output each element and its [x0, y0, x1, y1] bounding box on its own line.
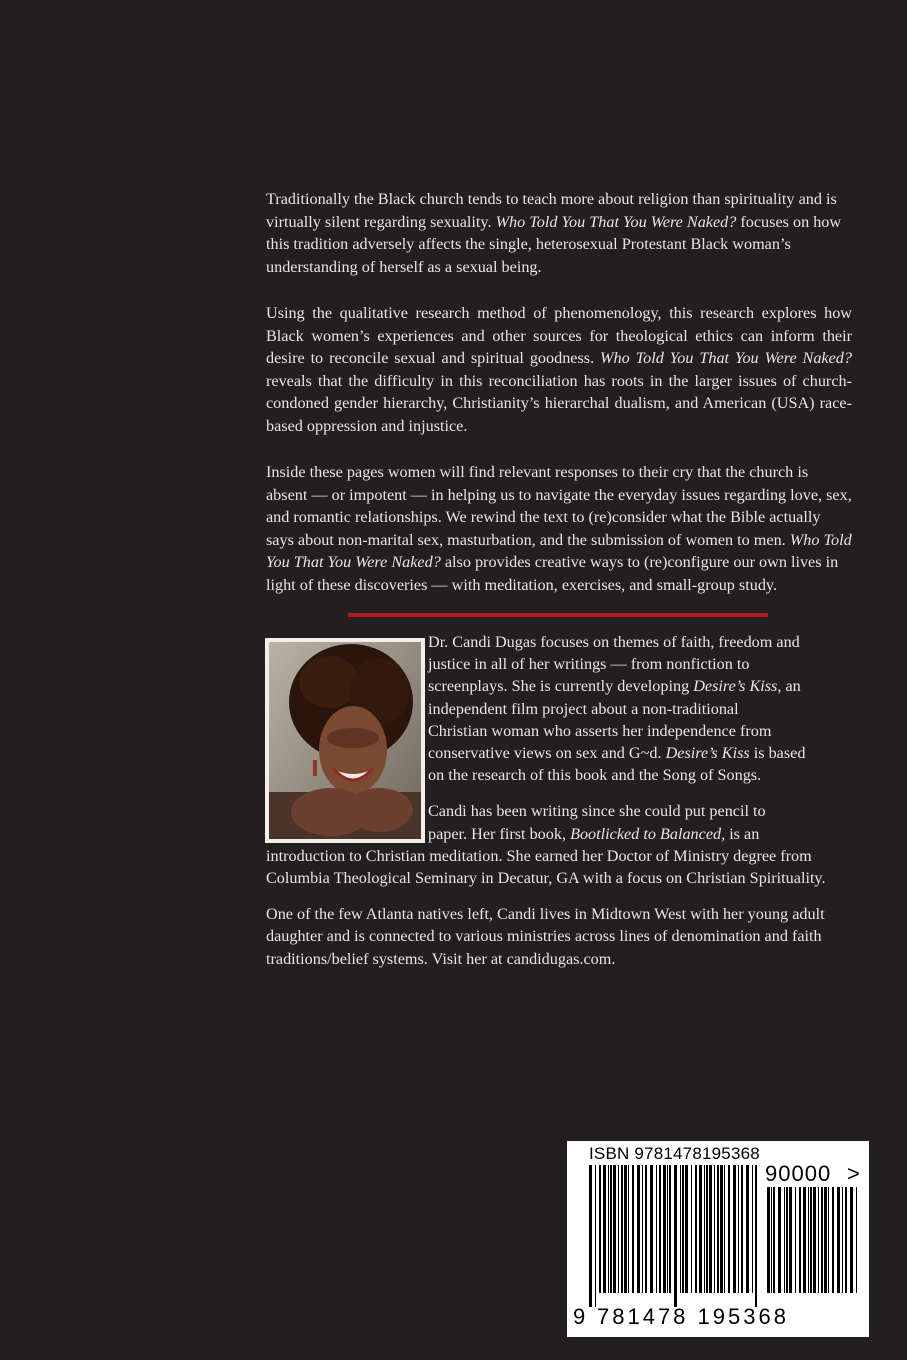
barcode-bar	[741, 1165, 743, 1293]
film-title: Desire’s Kiss	[693, 677, 778, 696]
barcode-bar	[608, 1165, 609, 1293]
barcode-bar	[610, 1165, 612, 1293]
barcode-bar	[618, 1165, 619, 1293]
barcode-bar	[755, 1165, 757, 1307]
barcode-bar	[650, 1165, 653, 1293]
barcode-bar	[842, 1187, 843, 1293]
barcode-bar	[674, 1165, 677, 1307]
barcode-bar	[752, 1165, 753, 1293]
barcode-bar	[771, 1187, 772, 1293]
isbn-label: ISBN 9781478195368	[589, 1144, 760, 1163]
barcode-bar	[784, 1187, 785, 1293]
barcode-bar	[709, 1165, 712, 1293]
barcode-bar	[856, 1187, 857, 1293]
barcode-bar	[845, 1187, 847, 1293]
ean13-bars	[589, 1165, 761, 1307]
barcode-bar	[642, 1165, 643, 1293]
book-title: Who Told You That You Were Naked?	[600, 349, 852, 367]
barcode-bar	[706, 1165, 708, 1293]
barcode-bar	[599, 1165, 601, 1293]
barcode-bar	[818, 1187, 819, 1293]
author-bio: Dr. Candi Dugas focuses on themes of faith, freedom and justice in all of her writings — from nonfiction to screenplays. She is currently developing Desire’s Kiss, an independent film project about a non-traditional Christian woman who asserts her independence from conservative views on sex and G~d. Desire’s Kiss is based on the research of this book and the Song of Songs. Candi has been writing since she could put pencil to paper. Her first book, Bootlicked to Balanced, is an introduction to Christian meditation. She earned her Doctor of Ministry degree from Columbia Theological Seminary in Decatur, GA with a focus on Christian Spirituality. One of the few Atlanta natives left, Candi lives in Midtown West with her young adult daughter and is connected to various ministries across lines of denomination and faith traditions/belief systems. Visit her at candidugas.com.	[266, 633, 826, 968]
barcode-bar	[695, 1165, 697, 1293]
book-title: Who Told You That You Were Naked?	[495, 212, 737, 231]
barcode-bar	[680, 1165, 681, 1293]
barcode-bar	[589, 1165, 592, 1307]
barcode-bar	[624, 1165, 627, 1293]
barcode-bar	[669, 1165, 671, 1293]
barcode-bar	[667, 1165, 668, 1293]
barcode-bar	[795, 1187, 796, 1293]
addon-bars	[767, 1187, 861, 1307]
barcode-bar	[724, 1165, 725, 1293]
barcode-bar	[799, 1187, 801, 1293]
book-title: Bootlicked to Balanced	[570, 824, 722, 843]
barcode-bar	[728, 1165, 730, 1293]
barcode-bar	[778, 1187, 781, 1293]
barcode-bar	[746, 1165, 749, 1293]
barcode-bar	[691, 1165, 692, 1293]
barcode-bar	[821, 1187, 823, 1293]
barcode-bar	[704, 1165, 705, 1293]
barcode-bar	[685, 1165, 688, 1293]
blurb-paragraph-1: Traditionally the Black church tends to teach more about religion than spirituality and is virtually silent regarding sexuality. Who Told You That You Were Naked? focuses on how this tradition adversely affects the single, heterosexual Protestant Black woman’s understanding of herself as a sexual being.	[266, 190, 842, 276]
barcode-bar	[603, 1165, 606, 1293]
barcode-bar	[828, 1187, 829, 1293]
barcode-bar	[810, 1187, 812, 1293]
barcode-bar	[632, 1165, 634, 1293]
barcode-bar	[803, 1187, 806, 1293]
barcode-bar	[813, 1187, 816, 1293]
barcode-bar	[637, 1165, 640, 1293]
barcode-bar	[850, 1187, 853, 1293]
barcode-bar	[786, 1187, 788, 1293]
barcode-bar	[733, 1165, 736, 1293]
book-title: Who Told You That You Were Naked?	[266, 530, 852, 571]
blurb-paragraph-3: Inside these pages women will find relevant responses to their cry that the church is absent — or impotent — in helping us to navigate the everyday issues regarding love, sex, and romantic relationships. We rewind the text to (re)consider what the Bible actually says about non-marital sex, masturbation, and the submission of women to men. Who Told You That You Were Naked? also provides creative ways to (re)configure our own lives in light of these discoveries — with meditation, exercises, and small-group study.	[266, 463, 852, 594]
barcode-bar	[595, 1165, 596, 1307]
red-divider	[348, 613, 768, 617]
barcode-bar	[613, 1165, 616, 1293]
barcode-bar	[714, 1165, 715, 1293]
barcode-bar	[808, 1187, 809, 1293]
isbn-digits: 781478 195368	[597, 1304, 789, 1329]
barcode-bar	[832, 1187, 834, 1293]
isbn-digit-first: 9	[573, 1304, 586, 1329]
barcode-bar	[663, 1165, 666, 1293]
barcode-bar	[656, 1165, 657, 1293]
price-code: 90000	[765, 1161, 832, 1186]
price-arrow: >	[847, 1161, 860, 1186]
barcode-bar	[824, 1187, 827, 1293]
film-title: Desire’s Kiss	[665, 744, 750, 763]
barcode-bar	[717, 1165, 719, 1293]
barcode-bar	[682, 1165, 684, 1293]
barcode-bar	[659, 1165, 661, 1293]
barcode-bar	[645, 1165, 647, 1293]
barcode-bar	[773, 1187, 775, 1293]
barcode-bar	[621, 1165, 623, 1293]
barcode-bar	[628, 1165, 629, 1293]
blurb-paragraph-2: Using the qualitative research method of phenomenology, this research explores how Black women’s experiences and other sources for theological ethics can inform their desire to reconcile sexual and spiritual goodness. Who Told You That You Were Naked? reveals that the difficulty in this reconciliation has roots in the larger issues of church-condoned gender hierarchy, Christianity’s hierarchal dualism, and American (USA) race-based oppression and injustice.	[266, 304, 852, 435]
barcode-bar	[789, 1187, 792, 1293]
isbn-barcode	[567, 1141, 869, 1337]
barcode-bar	[699, 1165, 702, 1293]
back-cover-blurb	[266, 188, 852, 596]
barcode-bar	[738, 1165, 739, 1293]
barcode-bar	[837, 1187, 840, 1293]
barcode-bar	[767, 1187, 770, 1293]
barcode-bar	[720, 1165, 723, 1293]
